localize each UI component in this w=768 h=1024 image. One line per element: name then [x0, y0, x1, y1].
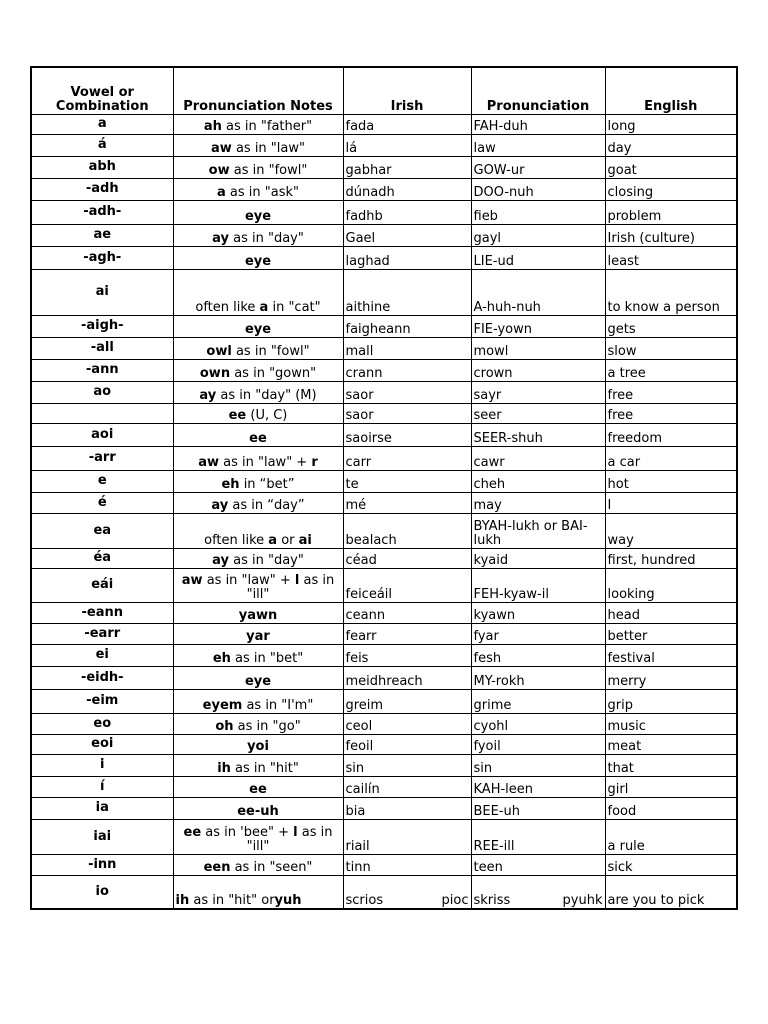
vowel-cell: ae [31, 224, 173, 246]
irish-cell: te [343, 470, 471, 492]
notes-part: a [268, 532, 278, 548]
notes-part: as in 'bee" + [201, 824, 294, 840]
english-cell: long [605, 114, 737, 134]
notes-part: yuh [274, 893, 302, 908]
pronunciation-cell: cawr [471, 446, 605, 470]
english-cell: girl [605, 776, 737, 797]
notes-part: yawn [238, 607, 278, 623]
irish-cell: fada [343, 114, 471, 134]
irish-cell: ceann [343, 602, 471, 623]
english-cell: Irish (culture) [605, 224, 737, 246]
pronunciation-cell: FAH-duh [471, 114, 605, 134]
notes-cell [173, 548, 343, 568]
notes-part: l [293, 824, 298, 840]
pronunciation-cell: seer [471, 403, 605, 423]
pronunciation-cell: FEH-kyaw-il [471, 568, 605, 602]
pronunciation-cell: grime [471, 689, 605, 713]
english-cell: looking [605, 568, 737, 602]
header-notes: Pronunciation Notes [173, 67, 343, 114]
english-cell: a tree [605, 359, 737, 381]
notes-part: as in "seen" [230, 859, 313, 875]
pronunciation-table [30, 66, 738, 910]
notes-part: oh [215, 718, 234, 734]
notes-part: as in "fowl" [229, 162, 308, 178]
english-cell: closing [605, 178, 737, 200]
vowel-cell: e [31, 470, 173, 492]
cell-text: skriss [473, 893, 511, 908]
notes-part: often like [204, 532, 269, 548]
pronunciation-cell: law [471, 134, 605, 156]
english-cell: first, hundred [605, 548, 737, 568]
notes-cell [173, 315, 343, 337]
pronunciation-cell: fesh [471, 644, 605, 666]
table-row [31, 337, 737, 359]
notes-part: as in "day" [229, 230, 304, 246]
notes-part: as in "I'm" [242, 697, 314, 713]
pronunciation-cell: cheh [471, 470, 605, 492]
irish-cell: saor [343, 381, 471, 403]
notes-part: ay [211, 497, 229, 513]
cell-text: pioc [441, 893, 469, 908]
notes-part: aw [181, 572, 203, 588]
notes-part: ow [208, 162, 230, 178]
table-row [31, 224, 737, 246]
split-cell [474, 894, 603, 908]
vowel-cell: í [31, 776, 173, 797]
irish-cell: riail [343, 819, 471, 854]
vowel-cell: éa [31, 548, 173, 568]
notes-part: eye [244, 673, 272, 689]
notes-part: as in "gown" [230, 365, 317, 381]
split-cell [346, 894, 469, 908]
irish-cell: tinn [343, 854, 471, 875]
pronunciation-cell: BYAH-lukh or BAI-lukh [471, 513, 605, 548]
irish-cell: cailín [343, 776, 471, 797]
vowel-cell: ei [31, 644, 173, 666]
english-cell: festival [605, 644, 737, 666]
vowel-cell: -eidh- [31, 666, 173, 689]
notes-part: in "cat" [268, 299, 321, 315]
english-cell: least [605, 246, 737, 269]
pronunciation-cell: A-huh-nuh [471, 269, 605, 315]
irish-cell: carr [343, 446, 471, 470]
notes-part: as in "day" [229, 552, 304, 568]
table-row [31, 568, 737, 602]
notes-part: as in "father" [221, 118, 313, 134]
vowel-cell: io [31, 875, 173, 909]
irish-cell: gabhar [343, 156, 471, 178]
irish-cell: fearr [343, 623, 471, 644]
notes-cell [173, 224, 343, 246]
table-row [31, 246, 737, 269]
cell-text: scrios [345, 893, 384, 908]
vowel-cell: eo [31, 713, 173, 734]
notes-part: ay [212, 552, 229, 568]
notes-cell [173, 423, 343, 446]
notes-part: yar [246, 628, 270, 644]
vowel-cell: i [31, 754, 173, 776]
notes-part: ay [199, 387, 217, 403]
notes-part: eye [244, 208, 272, 224]
english-cell: better [605, 623, 737, 644]
irish-cell: bia [343, 797, 471, 819]
vowel-cell: eoi [31, 734, 173, 754]
notes-cell [173, 359, 343, 381]
vowel-cell: -inn [31, 854, 173, 875]
notes-cell [173, 623, 343, 644]
vowel-cell: á [31, 134, 173, 156]
notes-part: yoi [247, 738, 269, 754]
notes-part: as in "ill" [246, 572, 335, 602]
notes-part: een [203, 859, 231, 875]
table-row [31, 754, 737, 776]
vowel-cell: -all [31, 337, 173, 359]
table-body [31, 114, 737, 909]
table-row [31, 446, 737, 470]
vowel-cell: -aigh- [31, 315, 173, 337]
notes-cell [173, 776, 343, 797]
english-cell: grip [605, 689, 737, 713]
header-pronunciation: Pronunciation [471, 67, 605, 114]
pronunciation-cell: sin [471, 754, 605, 776]
pronunciation-cell: MY-rokh [471, 666, 605, 689]
pronunciation-cell: LIE-ud [471, 246, 605, 269]
irish-cell: céad [343, 548, 471, 568]
notes-part: ee [249, 430, 267, 446]
notes-cell [173, 644, 343, 666]
notes-cell [173, 819, 343, 854]
notes-cell [173, 602, 343, 623]
pronunciation-cell: may [471, 492, 605, 513]
table-row [31, 403, 737, 423]
table-row [31, 854, 737, 875]
notes-cell [173, 269, 343, 315]
english-cell: day [605, 134, 737, 156]
english-cell: sick [605, 854, 737, 875]
irish-cell: feoil [343, 734, 471, 754]
english-cell: free [605, 381, 737, 403]
vowel-cell: -adh- [31, 200, 173, 224]
header-vowel: Vowel or Combination [31, 67, 173, 114]
english-cell: I [605, 492, 737, 513]
irish-cell: fadhb [343, 200, 471, 224]
notes-part: often like [195, 299, 260, 315]
table-row [31, 315, 737, 337]
pronunciation-cell: GOW-ur [471, 156, 605, 178]
irish-cell: mall [343, 337, 471, 359]
cell-text: pyuhk [562, 893, 603, 908]
table-row [31, 178, 737, 200]
english-cell: way [605, 513, 737, 548]
table-row [31, 423, 737, 446]
table-row [31, 797, 737, 819]
irish-cell: dúnadh [343, 178, 471, 200]
irish-cell: saor [343, 403, 471, 423]
vowel-cell: -eann [31, 602, 173, 623]
notes-cell [173, 156, 343, 178]
irish-cell: aithine [343, 269, 471, 315]
notes-part: ih [175, 893, 190, 908]
english-cell: a car [605, 446, 737, 470]
notes-part: as in "law" + [202, 572, 295, 588]
notes-cell [173, 381, 343, 403]
pronunciation-cell: FIE-yown [471, 315, 605, 337]
english-cell: are you to pick [605, 875, 737, 909]
irish-cell: saoirse [343, 423, 471, 446]
table-row [31, 492, 737, 513]
vowel-cell: -adh [31, 178, 173, 200]
vowel-cell: iai [31, 819, 173, 854]
vowel-cell: ao [31, 381, 173, 403]
irish-cell: greim [343, 689, 471, 713]
english-cell: music [605, 713, 737, 734]
notes-cell [173, 754, 343, 776]
irish-cell [343, 875, 471, 909]
notes-part: as in "law" [231, 140, 305, 156]
notes-part: owl [206, 343, 232, 359]
notes-cell [173, 797, 343, 819]
table-row [31, 156, 737, 178]
notes-cell [173, 568, 343, 602]
notes-cell [173, 875, 343, 909]
pronunciation-cell: teen [471, 854, 605, 875]
notes-cell [173, 513, 343, 548]
irish-cell: faigheann [343, 315, 471, 337]
table-row [31, 602, 737, 623]
header-english: English [605, 67, 737, 114]
table-row [31, 548, 737, 568]
vowel-cell: a [31, 114, 173, 134]
notes-part: ai [298, 532, 312, 548]
pronunciation-cell: crown [471, 359, 605, 381]
irish-cell: mé [343, 492, 471, 513]
notes-cell [173, 470, 343, 492]
english-cell: head [605, 602, 737, 623]
english-cell: problem [605, 200, 737, 224]
notes-cell [173, 200, 343, 224]
table-row [31, 381, 737, 403]
notes-part: as in "day" (M) [216, 387, 317, 403]
irish-cell: Gael [343, 224, 471, 246]
table-row [31, 713, 737, 734]
irish-cell: feis [343, 644, 471, 666]
pronunciation-cell: kyaid [471, 548, 605, 568]
english-cell: gets [605, 315, 737, 337]
notes-part: as in "law" + [219, 454, 312, 470]
table-row [31, 513, 737, 548]
notes-part: as in "ill" [246, 824, 333, 854]
table-row [31, 200, 737, 224]
pronunciation-cell: cyohl [471, 713, 605, 734]
table-row [31, 114, 737, 134]
notes-part: l [294, 572, 300, 588]
notes-part: ee [183, 824, 202, 840]
vowel-cell: eái [31, 568, 173, 602]
vowel-cell: -agh- [31, 246, 173, 269]
irish-cell: crann [343, 359, 471, 381]
pronunciation-cell: REE-ill [471, 819, 605, 854]
vowel-cell: abh [31, 156, 173, 178]
table-row [31, 776, 737, 797]
pronunciation-cell: mowl [471, 337, 605, 359]
vowel-cell: ea [31, 513, 173, 548]
notes-part: aw [211, 140, 232, 156]
table-row [31, 134, 737, 156]
table-row [31, 359, 737, 381]
english-cell: merry [605, 666, 737, 689]
notes-part: as in "bet" [230, 650, 304, 666]
vowel-cell: ai [31, 269, 173, 315]
notes-part: as in "go" [233, 718, 301, 734]
notes-part: as in “day” [228, 497, 305, 513]
english-cell: freedom [605, 423, 737, 446]
vowel-cell: aoi [31, 423, 173, 446]
irish-cell: lá [343, 134, 471, 156]
irish-cell: feiceáil [343, 568, 471, 602]
english-cell: hot [605, 470, 737, 492]
irish-cell: laghad [343, 246, 471, 269]
notes-part: as in "fowl" [231, 343, 310, 359]
pronunciation-cell: gayl [471, 224, 605, 246]
vowel-cell [31, 403, 173, 423]
vowel-cell: -earr [31, 623, 173, 644]
notes-part: ih [217, 760, 231, 776]
table-row [31, 623, 737, 644]
notes-part: a [217, 184, 226, 200]
notes-cell [173, 666, 343, 689]
notes-part: own [199, 365, 231, 381]
pronunciation-cell: KAH-leen [471, 776, 605, 797]
pronunciation-cell: fyoil [471, 734, 605, 754]
irish-cell: bealach [343, 513, 471, 548]
notes-part: or [277, 532, 299, 548]
notes-part: eh [221, 476, 240, 492]
notes-part: in “bet” [239, 476, 295, 492]
pronunciation-cell [471, 875, 605, 909]
notes-cell [173, 854, 343, 875]
pronunciation-cell: BEE-uh [471, 797, 605, 819]
notes-part: ah [203, 118, 222, 134]
english-cell: meat [605, 734, 737, 754]
vowel-cell: é [31, 492, 173, 513]
pronunciation-cell: DOO-nuh [471, 178, 605, 200]
notes-cell [173, 446, 343, 470]
pronunciation-cell: sayr [471, 381, 605, 403]
notes-part: ee [228, 407, 247, 423]
vowel-cell: -arr [31, 446, 173, 470]
english-cell: to know a person [605, 269, 737, 315]
english-cell: food [605, 797, 737, 819]
pronunciation-cell: fieb [471, 200, 605, 224]
table-row [31, 666, 737, 689]
header-irish: Irish [343, 67, 471, 114]
table-row [31, 470, 737, 492]
notes-part: a [259, 299, 269, 315]
vowel-cell: ia [31, 797, 173, 819]
table-row [31, 269, 737, 315]
table-row [31, 734, 737, 754]
notes-part: aw [198, 454, 220, 470]
irish-cell: ceol [343, 713, 471, 734]
english-cell: a rule [605, 819, 737, 854]
irish-cell: meidhreach [343, 666, 471, 689]
notes-part: r [311, 454, 318, 470]
notes-cell [173, 403, 343, 423]
notes-part: ee-uh [237, 803, 279, 819]
notes-cell [173, 178, 343, 200]
vowel-cell: -ann [31, 359, 173, 381]
notes-cell [173, 246, 343, 269]
notes-part: as in "hit" or [189, 893, 275, 908]
notes-cell [173, 689, 343, 713]
table-row [31, 875, 737, 909]
notes-part: (U, C) [246, 407, 288, 423]
notes-cell [173, 734, 343, 754]
notes-part: as in "hit" [230, 760, 299, 776]
english-cell: free [605, 403, 737, 423]
pronunciation-cell: SEER-shuh [471, 423, 605, 446]
notes-part: eye [244, 253, 272, 269]
notes-part: ee [249, 781, 267, 797]
table-row [31, 689, 737, 713]
notes-cell [173, 492, 343, 513]
irish-cell: sin [343, 754, 471, 776]
pronunciation-cell: fyar [471, 623, 605, 644]
notes-part: eh [212, 650, 231, 666]
notes-cell [173, 713, 343, 734]
notes-part: eyem [202, 697, 243, 713]
notes-cell [173, 114, 343, 134]
notes-part: ay [212, 230, 229, 246]
english-cell: that [605, 754, 737, 776]
vowel-cell: -eim [31, 689, 173, 713]
table-row [31, 819, 737, 854]
table-row [31, 644, 737, 666]
english-cell: goat [605, 156, 737, 178]
notes-cell [173, 134, 343, 156]
notes-part: as in "ask" [225, 184, 299, 200]
english-cell: slow [605, 337, 737, 359]
pronunciation-cell: kyawn [471, 602, 605, 623]
notes-part: eye [244, 321, 272, 337]
notes-cell [173, 337, 343, 359]
